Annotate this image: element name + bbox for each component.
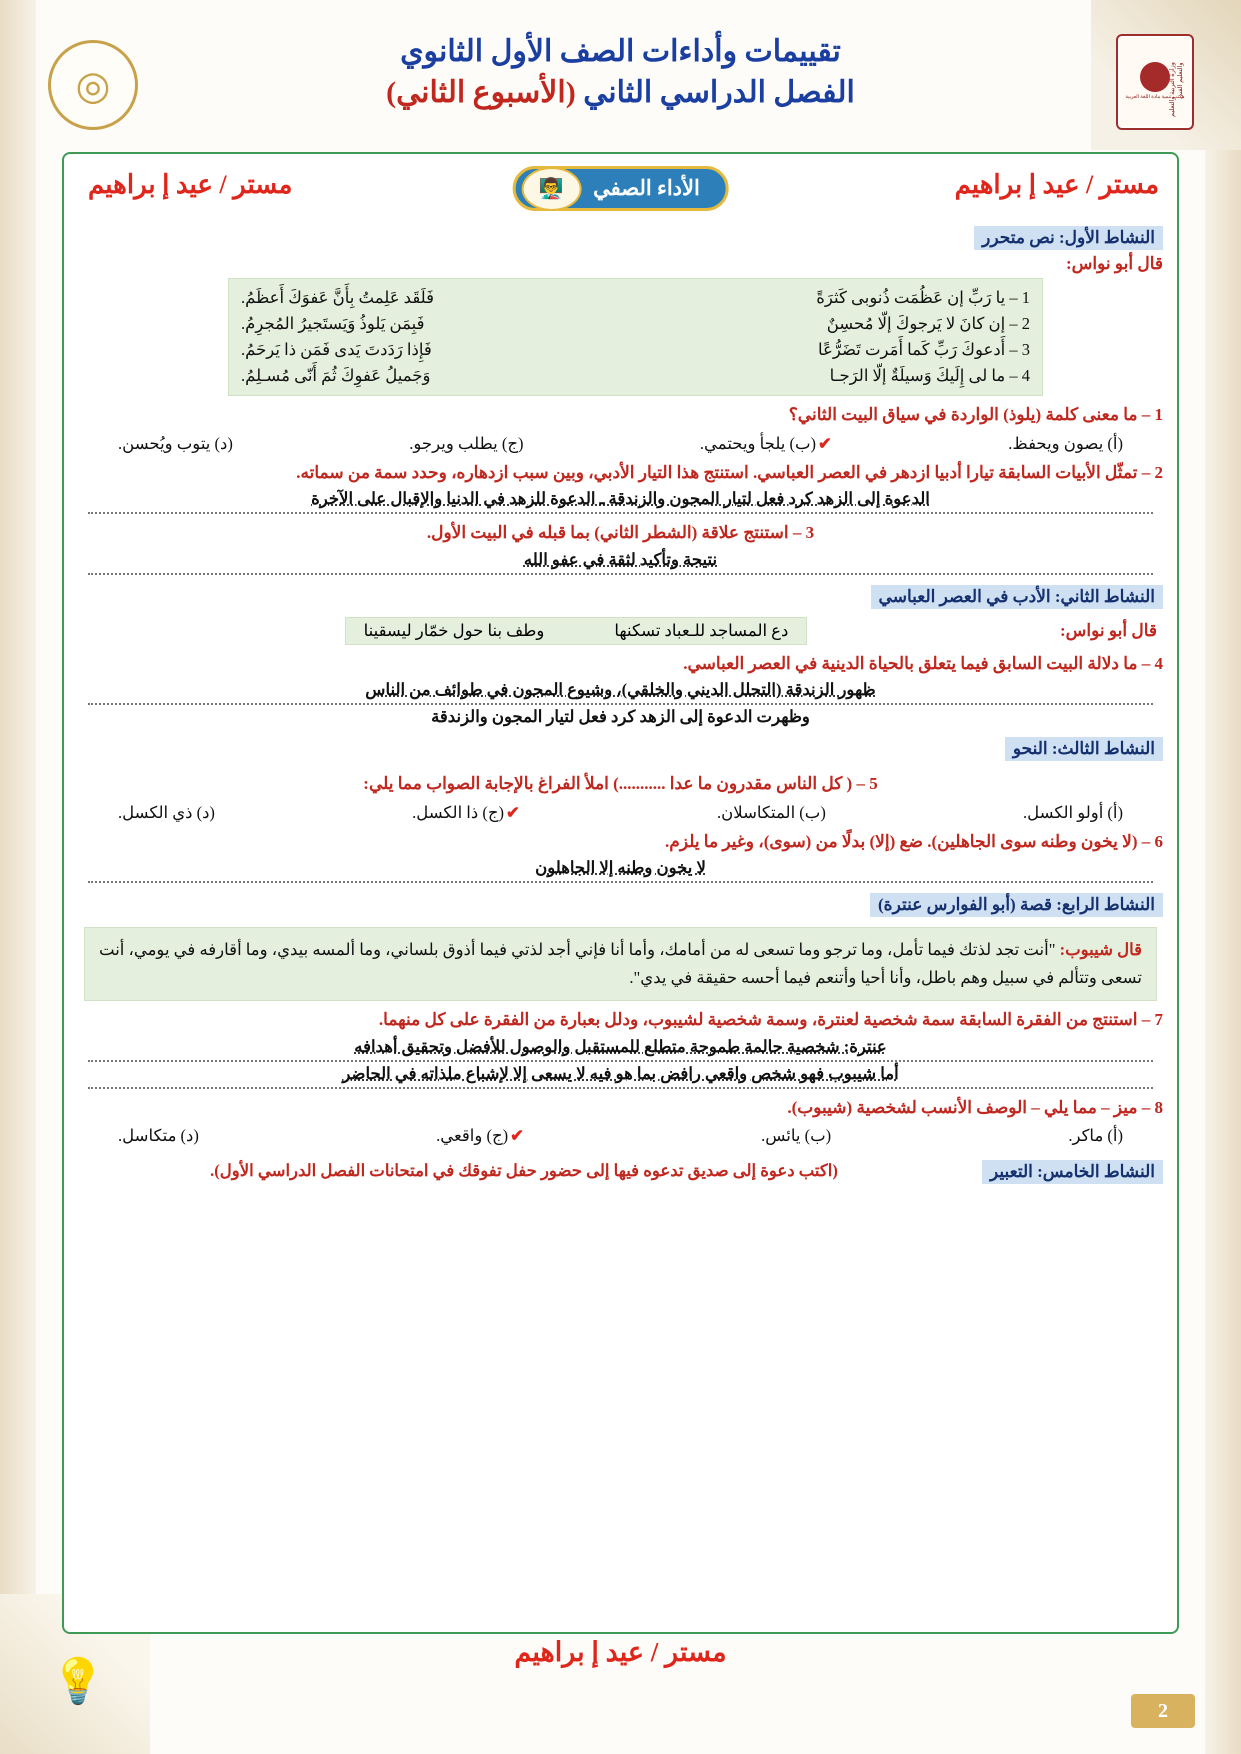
decorative-right-band [1205,0,1241,1754]
poem-line [241,311,1030,337]
question-7-answer-shayboob: أما شيبوب فهو شخص واقعي رافض بما هو فيه لا يسعى إلا لإشباع ملذاته في الحاضر [342,1063,899,1083]
answer-rule [88,1086,1153,1089]
choice-c[interactable] [412,803,520,823]
title-line-2 [0,73,1241,114]
answer-rule [88,511,1153,514]
passage-text: "أنت تجد لذتك فيما تأمل، وما ترجو وما تسعى له من أمامك، وأما أنا فإني أجد لذتي فيما أذوق بلساني، وما ألمسه بيدي، وما أقارفه في يومي، أنت تسعى وتتألم في سبيل وهم باطل، وأنا أحيا وأتنعم فيما أحسه حقيقة في يدي". [99,940,1142,988]
lightbulb-icon: 💡 [50,1657,106,1706]
logo-caption: مكتب تنمية مادة اللغة العربية [1125,95,1185,101]
classroom-performance-badge [512,166,729,211]
activity-2-verse-row [84,617,1157,645]
question-7: 7 – استنتج من الفقرة السابقة سمة شخصية لعنترة، وسمة شخصية لشيبوب، ودلل بعبارة من الفقرة على كل منهما. [378,1010,1163,1030]
question-5: 5 – ( كل الناس مقدرون ما عدا ...........) املأ الفراغ بالإجابة الصواب مما يلي: [363,774,878,793]
question-4: 4 – ما دلالة البيت السابق فيما يتعلق بالحياة الدينية في العصر العباسي. [683,653,1163,673]
question-3-answer: نتيجة وتأكيد لثقة في عفو الله [523,549,718,569]
question-6: 6 – (لا يخون وطنه سوى الجاهلين). ضع (إلا) بدلًا من (سوى)، وغير ما يلزم. [665,831,1163,851]
choice-d[interactable]: (د) يتوب ويُحسن. [118,433,233,453]
question-3-answer-area[interactable] [88,548,1153,575]
question-7-answer-antarah: عنترة: شخصية حالمة طموحة متطلع للمستقبل والوصول للأفضل وتحقيق أهدافه [354,1036,887,1056]
poem-block [228,278,1043,396]
activity-2-label: النشاط الثاني: الأدب في العصر العباسي [871,585,1163,609]
decorative-left-band [0,0,36,1754]
poem-line-left: فَإِذا رَدَدتَ يَدى فَمَن ذا يَرحَمُ. [241,340,432,359]
poem-line-left: فَبِمَن يَلوذُ وَيَستَجيرُ المُجرِمُ. [241,314,425,333]
choice-c[interactable] [436,1126,524,1146]
answer-rule [88,572,1153,575]
question-3: 3 – استنتج علاقة (الشطر الثاني) بما قبله في البيت الأول. [426,523,815,542]
poem-line-right: 3 – أَدعوكَ رَبِّ كَما أَمَرت تَضَرُّعًا [817,340,1030,359]
activity-2-attribution: قال أبو نواس: [1059,620,1157,640]
verse-block [345,617,808,645]
passage-speaker: قال شيبوب: [1059,940,1142,959]
poem-line [241,337,1030,363]
footer-teacher-name: مستر / عيد إ براهيم [514,1637,727,1667]
poem-line-right: 4 – ما لى إِلَيكَ وَسيلَةٌ إلّا الرَجـا [829,366,1030,385]
activity-5-task: (اكتب دعوة إلى صديق تدعوه فيها إلى حضور حفل تفوقك في امتحانات الفصل الدراسي الأول). [210,1161,838,1181]
worksheet-body [62,152,1179,1634]
choice-c[interactable]: (ج) يطلب ويرجو. [409,433,524,453]
story-passage [84,927,1157,1001]
choice-d[interactable]: (د) متكاسل. [118,1126,199,1146]
question-2-answer-area[interactable] [88,487,1153,514]
logo-side-text: وزارة التربية والتعليم والتعليم الفني [1169,62,1184,117]
poem-line-left: فَلَقَد عَلِمتُ بِأَنَّ عَفوَكَ أَعظَمُ. [241,288,435,307]
title-line-2-main: الفصل الدراسي الثاني [575,75,855,109]
choice-a[interactable]: (أ) يصون ويحفظ. [1008,433,1123,453]
activity-3-label: النشاط الثالث: النحو [1005,737,1163,761]
activity-1-label: النشاط الأول: نص متحرر [974,226,1163,250]
activity-5 [78,1154,1163,1188]
activity-2 [78,579,1163,613]
activity-3 [78,731,1163,765]
question-5-choices [118,803,1123,823]
teacher-name-left: مستر / عيد إ براهيم [88,170,293,199]
activity-5-label: النشاط الخامس: التعبير [982,1160,1163,1184]
poem-line [241,363,1030,389]
question-8-choices [118,1126,1123,1146]
choice-b[interactable]: (ب) المتكاسلان. [716,802,826,822]
answer-rule [88,880,1153,883]
question-2-answer: الدعوة إلى الزهد كرد فعل لتيار المجون والزندقة ـ الدعوة للزهد في الدنيا والإقبال على الآخرة [311,489,930,508]
choice-b[interactable] [700,434,832,454]
title-line-1: تقييمات وأداءات الصف الأول الثانوي [400,35,841,68]
students-icon: 👨‍🏫 [521,167,581,211]
verse-right: دع المساجد للـعباد تسكنها [614,620,789,640]
question-8: 8 – ميز – مما يلي – الوصف الأنسب لشخصية (شيبوب). [787,1097,1163,1117]
poem-line [241,285,1030,311]
page-title [0,32,1241,113]
choice-c-label: (ج) واقعي. [436,1126,509,1146]
question-7-answer-area[interactable] [88,1035,1153,1089]
teacher-name-right: مستر / عيد إ براهيم [954,170,1159,199]
poem-line-left: وَجَميلُ عَفوِكَ ثُمَ أَنّى مُسـلِمُ. [241,366,431,385]
answer-rule [88,702,1153,705]
title-line-2-week: (الأسبوع الثاني) [386,75,576,109]
target-emblem-icon: ◎ [48,40,138,130]
activity-4-label: النشاط الرابع: قصة (أبو الفوارس عنترة) [870,893,1163,917]
poem-line-right: 1 – يا رَبِّ إن عَظُمَت ذُنوبى كَثرَةً [816,288,1030,307]
question-4-answer: ظهور الزندقة (التحلل الديني والخلقي)، وشيوع المجون في طوائف من الناس [365,680,876,699]
question-4-answer-extra: وظهرت الدعوة إلى الزهد كرد فعل لتيار المجون والزندقة [431,707,810,726]
question-1-choices [118,434,1123,454]
question-2: 2 – تمثّل الأبيات السابقة تيارا أدبيا ازدهر في العصر العباسي. استنتج هذا التيار الأدبي، وبين سبب ازدهاره، وحدد سمة من سماته. [296,462,1163,482]
check-mark-icon: ✔ [505,802,520,822]
check-mark-icon: ✔ [510,1126,524,1146]
choice-b-label: (ب) يلجأ ويحتمي. [699,433,817,453]
choice-a[interactable]: (أ) ماكر. [1068,1126,1123,1146]
page-header [0,18,1241,136]
choice-c-label: (ج) ذا الكسل. [412,802,504,822]
classroom-performance-label: الأداء الصفي [593,176,700,200]
choice-b[interactable]: (ب) يائس. [761,1126,832,1146]
verse-left: وطف بنا حول خمّار ليسقينا [363,620,545,640]
activity-4 [78,887,1163,921]
question-4-answer-area[interactable] [88,678,1153,727]
activity-1 [78,220,1163,274]
choice-d[interactable]: (د) ذي الكسل. [118,802,215,822]
choice-a[interactable]: (أ) أولو الكسل. [1023,802,1123,822]
teacher-name-row [78,164,1163,220]
check-mark-icon: ✔ [818,433,832,453]
activity-1-attribution: قال أبو نواس: [1065,254,1163,273]
poem-line-right: 2 – إن كانَ لا يَرجوكَ إلّا مُحسِنٌ [826,314,1030,333]
page-number-badge: 2 [1131,1694,1195,1728]
question-1: 1 – ما معنى كلمة (يلوذ) الواردة في سياق البيت الثاني؟ [788,405,1163,424]
question-6-answer: لا يخون وطنه إلا الجاهلون [535,858,706,877]
question-6-answer-area[interactable] [88,856,1153,883]
